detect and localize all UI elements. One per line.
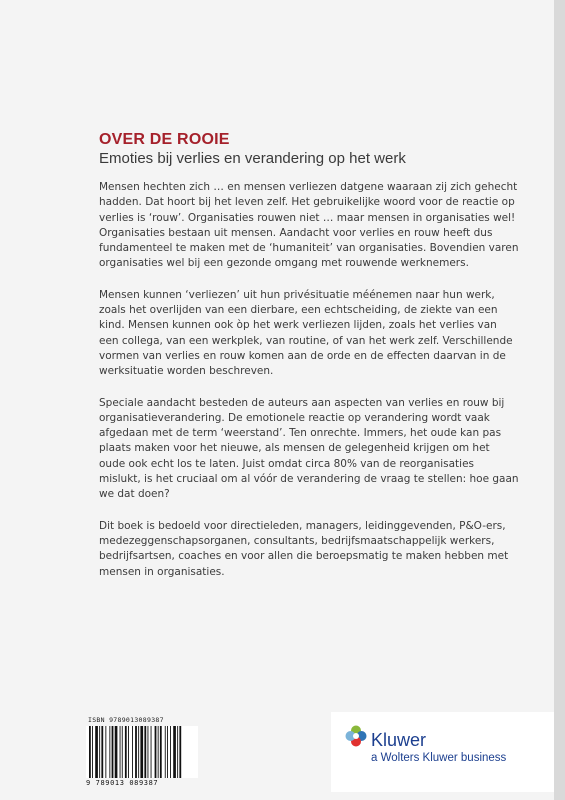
book-subtitle: Emoties bij verlies en verandering op het werk — [99, 150, 406, 167]
barcode — [86, 726, 198, 778]
barcode-digits: 9 789013 089387 — [86, 779, 159, 787]
publisher-tagline: a Wolters Kluwer business — [371, 752, 507, 764]
cover-edge — [554, 0, 565, 800]
barcode-bars — [86, 726, 198, 778]
kluwer-flower-icon — [344, 724, 368, 752]
blurb-paragraph: Mensen hechten zich … en mensen verliezen datgene waaraan zij zich gehecht hadden. Dat hoort bij het leven zelf. Het gebruikelijke woord voor de reactie op verlies is ‘rouw’. Organisaties rouwen niet … maar mensen in organisaties wel! Organisaties bestaan uit mensen. Aandacht voor verlies en rouw heeft dus fundamenteel te maken met de ‘humaniteit’ van organisaties. Bovendien varen organisaties wel bij een gezonde omgang met rouwende werknemers. — [99, 181, 519, 270]
isbn-label: ISBN 9789013089387 — [88, 716, 164, 724]
blurb-paragraph: Mensen kunnen ‘verliezen’ uit hun privésituatie méénemen naar hun werk, zoals het overlijden van een dierbare, een echtscheiding, de ziekte van een kind. Mensen kunnen ook òp het werk verliezen lijden, zoals het verlies van een collega, van een werkplek, van routine, of van het werk zelf. Verschillende vormen van verlies en rouw komen aan de orde en de effecten daarvan in de werksituatie worden beschreven. — [99, 288, 513, 378]
blurb-paragraph: Dit boek is bedoeld voor directieleden, managers, leidinggevenden, P&O-ers, medezeggenschapsorganen, consultants, bedrijfsmaatschappelijk werkers, bedrijfsartsen, coaches en voor allen die beroepsmatig te maken hebben met mensen in organisaties. — [99, 519, 509, 578]
publisher-name: Kluwer — [371, 730, 427, 750]
book-title: OVER DE ROOIE — [99, 131, 230, 148]
blurb-paragraph: Speciale aandacht besteden de auteurs aan aspecten van verlies en rouw bij organisatieverandering. De emotionele reactie op verandering wordt vaak afgedaan met de term ‘weerstand’. Ten onrechte. Immers, het oude kan pas plaats maken voor het nieuwe, als mensen de gelegenheid krijgen om het oude ook echt los te laten. Juist omdat circa 80% van de reorganisaties mislukt, is het cruciaal om al vóór de verandering de vraag te stellen: hoe gaan we dat doen? — [99, 396, 519, 501]
blurb — [99, 180, 519, 596]
